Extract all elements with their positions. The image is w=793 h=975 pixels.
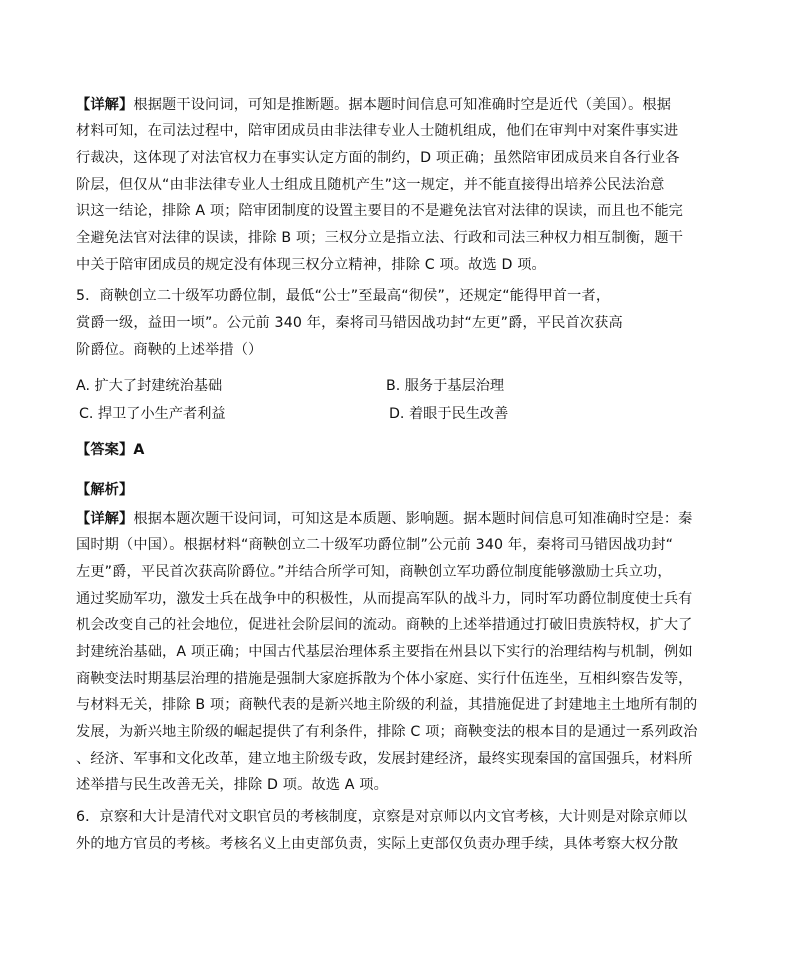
q5-explain-line-3: 左更”爵，平民首次获高阶爵位。”并结合所学可知，商鞅创立军功爵位制度能够激励士兵立功， bbox=[76, 564, 672, 580]
q4-explain-line-5: 识这一结论，排除 A 项；陪审团制度的设置主要目的不是避免法官对法律的误读，而且也不能完 bbox=[76, 203, 684, 219]
answer-tag: 【答案】 bbox=[76, 442, 134, 458]
q5-explain-line-10: 、经济、军事和文化改革，建立地主阶级专政，发展封建经济，最终实现秦国的富国强兵，材料所 bbox=[76, 751, 693, 767]
q5-explain-line-9: 发展，为新兴地主阶级的崛起提供了有利条件，排除 C 项；商鞅变法的根本目的是通过一系列政治 bbox=[76, 724, 698, 740]
q5-stem-line-1: 5．商鞅创立二十级军功爵位制，最低“公士”至最高“彻侯”，还规定“能得甲首一者， bbox=[76, 288, 611, 304]
q4-explain-line-6: 全避免法官对法律的误读，排除 B 项；三权分立是指立法、行政和司法三种权力相互制衡，题干 bbox=[76, 230, 684, 246]
q5-option-d: D. 着眼于民生改善 bbox=[389, 406, 509, 422]
q5-explain-line-7: 商鞅变法时期基层治理的措施是强制大家庭拆散为个体小家庭、实行什伍连坐，互相纠察告发等， bbox=[76, 671, 693, 687]
q5-answer bbox=[76, 440, 145, 460]
q5-explain-line-5: 机会改变自己的社会地位，促进社会阶层间的流动。商鞅的上述举措通过打破旧贵族特权，扩大了 bbox=[76, 617, 693, 633]
q5-explain-line-11: 述举措与民生改善无关，排除 D 项。故选 A 项。 bbox=[76, 777, 388, 793]
q5-explain-line-1: 【详解】根据本题次题干设问词，可知这是本质题、影响题。据本题时间信息可知准确时空是：秦 bbox=[76, 511, 693, 527]
q5-stem-line-3: 阶爵位。商鞅的上述举措（） bbox=[76, 342, 263, 358]
q4-explain-line-4: 阶层，但仅从“由非法律专业人士组成且随机产生”这一规定，并不能直接得出培养公民法治意 bbox=[76, 177, 665, 193]
answer-value: A bbox=[133, 442, 145, 458]
q5-explain-line-8: 与材料无关，排除 B 项；商鞅代表的是新兴地主阶级的利益，其措施促进了封建地主土地所有制的 bbox=[76, 697, 698, 713]
q6-stem-line-1: 6．京察和大计是清代对文职官员的考核制度，京察是对京师以内文官考核，大计则是对除京师以 bbox=[76, 809, 688, 825]
q6-stem-line-2: 外的地方官员的考核。考核名义上由吏部负责，实际上吏部仅负责办理手续，具体考察大权分散 bbox=[76, 836, 679, 852]
explain-tag: 【详解】 bbox=[76, 97, 134, 113]
q4-explain-line-7: 中关于陪审团成员的规定没有体现三权分立精神，排除 C 项。故选 D 项。 bbox=[76, 257, 546, 273]
q5-explain-line-2: 国时期（中国）。根据材料“商鞅创立二十级军功爵位制”公元前 340 年，秦将司马错因战功封“ bbox=[76, 537, 674, 553]
analysis-heading: 【解析】 bbox=[76, 482, 134, 498]
q5-explain-line-4: 通过奖励军功，激发士兵在战争中的积极性，从而提高军队的战斗力，同时军功爵位制度使士兵有 bbox=[76, 591, 693, 607]
q4-explain-line-3: 行裁决，这体现了对法官权力在事实认定方面的制约，D 项正确；虽然陪审团成员来自各行业各 bbox=[76, 150, 680, 166]
explain-tag: 【详解】 bbox=[76, 511, 134, 527]
q4-explain-line-1: 【详解】根据题干设问词，可知是推断题。据本题时间信息可知准确时空是近代（美国）。根据 bbox=[76, 97, 672, 113]
q5-explain-line-6: 封建统治基础，A 项正确；中国古代基层治理体系主要指在州县以下实行的治理结构与机制，例如 bbox=[76, 644, 693, 660]
q4-explain-line-2: 材料可知，在司法过程中，陪审团成员由非法律专业人士随机组成，他们在审判中对案件事实进 bbox=[76, 123, 679, 139]
q5-option-b: B. 服务于基层治理 bbox=[386, 378, 505, 394]
q5-stem-line-2: 赏爵一级，益田一顷”。公元前 340 年，秦将司马错因战功封“左更”爵，平民首次获高 bbox=[76, 315, 623, 331]
q5-option-a: A. 扩大了封建统治基础 bbox=[76, 378, 223, 394]
q5-option-c: C. 捍卫了小生产者利益 bbox=[79, 406, 226, 422]
